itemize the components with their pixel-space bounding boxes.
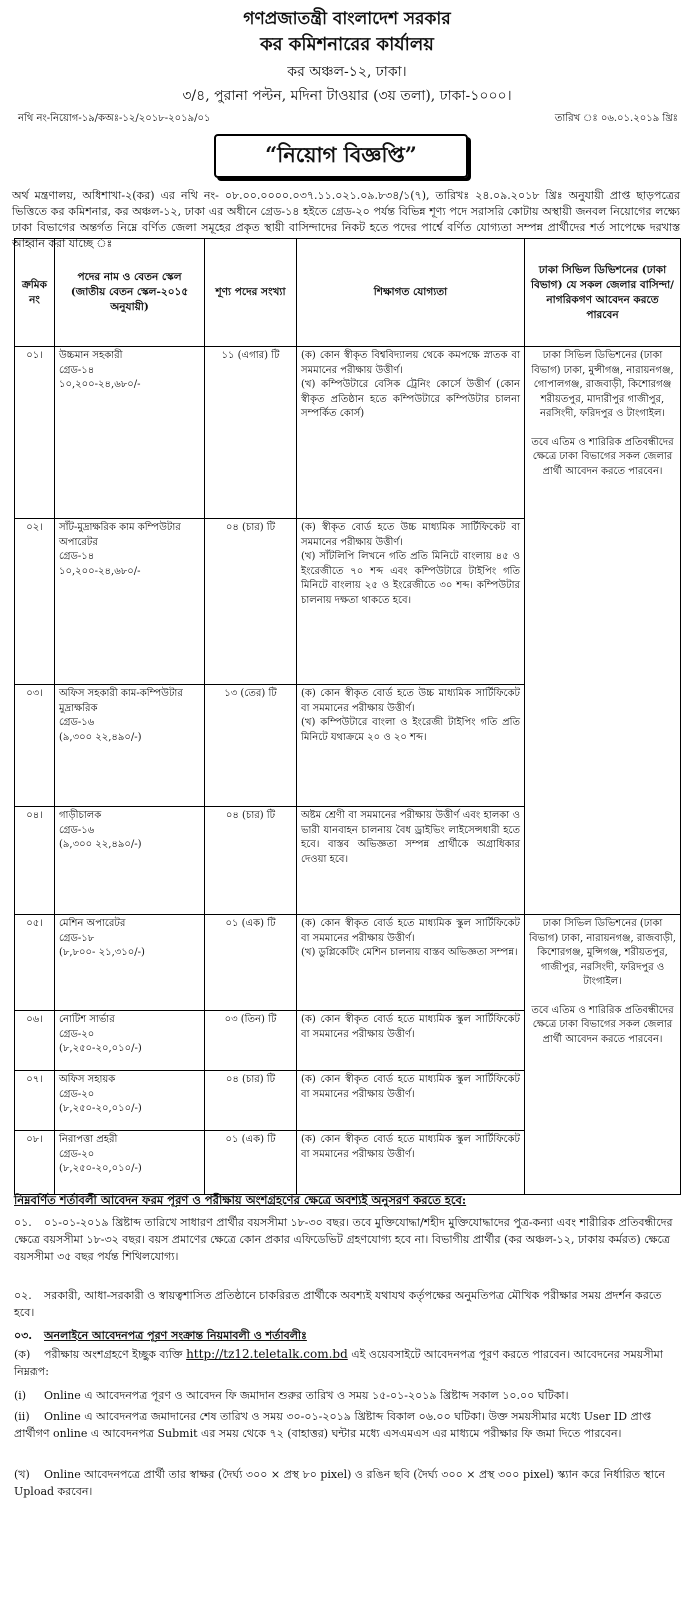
post-scale: ১০,২০০-২৪,৬৮০/- (59, 565, 141, 577)
row-post (55, 1131, 205, 1195)
post-post: অফিস সহায়ক (59, 1074, 116, 1085)
post-post: উচ্চমান সহকারী (59, 350, 123, 361)
condition-number: ০৩. (14, 1329, 33, 1342)
row-post (55, 519, 205, 685)
condition-3d (14, 1466, 680, 1500)
condition-number: (i) (14, 1389, 27, 1402)
row-serial: ০৮। (15, 1131, 55, 1195)
condition-text: পরীক্ষায় অংশগ্রহণে ইচ্ছুক ব্যক্তি (44, 1348, 183, 1361)
row-qualification: (ক) স্বীকৃত বোর্ড হতে উচ্চ মাধ্যমিক সার্টিফিকেট বা সমমানের পরীক্ষায় উত্তীর্ণ। (খ) সাঁটলিপি লিখনে গতি প্রতি মিনিটে বাংলায় ৪৫ ও ইংরেজীতে ৭০ শব্দ এবং কম্পিউটারে টাইপিং গতি মিনিটে বাংলায় ২৫ ও ইংরেজীতে ৩০ শব্দ। কম্পিউটার চালনায় দক্ষতা থাকতে হবে। (297, 519, 525, 685)
row-qualification: (ক) কোন স্বীকৃত বোর্ড হতে মাধ্যমিক স্কুল সার্টিফিকেট বা সমমানের পরীক্ষায় উত্তীর্ণ। (খ) ডুপ্লিকেটিং মেশিন চালনায় বাস্তব অভিজ্ঞতা সম্পন্ন। (297, 915, 525, 1011)
post-scale: (৯,৩০০ ২২,৪৯০/-) (59, 731, 142, 743)
post-scale: (৮,২৫০-২০,০১০/-) (59, 1103, 142, 1114)
table-row (15, 347, 681, 519)
post-grade: গ্রেড-১৮ (59, 932, 95, 944)
row-vacancy: ১১ (এগার) টি (205, 347, 297, 519)
row-qualification: (ক) কোন স্বীকৃত বোর্ড হতে মাধ্যমিক স্কুল সার্টিফিকেট বা সমমানের পরীক্ষায় উত্তীর্ণ। (297, 1011, 525, 1071)
condition-number: (ক) (14, 1348, 31, 1361)
condition-text: Online এ আবেদনপত্র জমাদানের শেষ তারিখ ও সময় ৩০-০১-২০১৯ খ্রিষ্টাব্দ বিকাল ০৬.০০ ঘটিকা। উক্ত সময়সীমার মধ্যে User ID প্রাপ্ত প্রার্থীগণ online এ আবেদনপত্র Submit এর সময় থেকে ৭২ (বাহাত্তর) ঘন্টার মধ্যে এসএমএস এর মাধ্যমে পরীক্ষার ফি জমা দিতে পারবেন। (14, 1410, 652, 1440)
header-serial: ক্রমিক নং (15, 239, 55, 347)
eligible-districts: ঢাকা সিভিল ডিভিশনের (ঢাকা বিভাগ) ঢাকা, মুন্সীগঞ্জ, নারায়নগঞ্জ, গোপালগঞ্জ, রাজবাড়ী, কিশোরগঞ্জ শরীয়তপুর, মাদারীপুর গাজীপুর, নরসিংদী, ফরিদপুর ও টাংগাইল। (531, 350, 674, 419)
post-grade: গ্রেড-২০ (59, 1088, 95, 1100)
condition-text: এই ওয়েবসাইটে আবেদনপত্র পূরণ করতে পারবেন। আবেদনের সময়সীমা নিম্নরূপ: (14, 1348, 663, 1378)
district-eligibility (525, 347, 681, 915)
post-grade: গ্রেড-২০ (59, 1148, 95, 1160)
row-qualification: (ক) কোন স্বীকৃত বোর্ড হতে মাধ্যমিক স্কুল সার্টিফিকেট বা সমমানের পরীক্ষায় উত্তীর্ণ। (297, 1071, 525, 1131)
condition-3b (14, 1387, 680, 1404)
header-post: পদের নাম ও বেতন স্কেল (জাতীয় বেতন স্কেল-২০১৫ অনুযায়ী) (55, 239, 205, 347)
post-post: সাঁট-মুদ্রাক্ষরিক কাম কম্পিউটার অপারেটর (59, 522, 181, 548)
row-serial: ০৫। (15, 915, 55, 1011)
row-qualification: (ক) কোন স্বীকৃত বোর্ড হতে উচ্চ মাধ্যমিক সার্টিফিকেট বা সমমানের পরীক্ষায় উত্তীর্ণ। (খ) কম্পিউটারে বাংলা ও ইংরেজী টাইপিং গতি প্রতি মিনিটে যথাক্রমে ২০ ও ২০ শব্দ। (297, 685, 525, 807)
office-name: কর কমিশনারের কার্যালয় (260, 34, 434, 55)
conditions-heading: নিম্নবর্ণিত শর্তাবলী আবেদন ফরম পূরণ ও পরীক্ষায় অংশগ্রহণের ক্ষেত্রে অবশ্যই অনুসরণ করতে হবে: (14, 1193, 467, 1207)
notice-date: তারিখ ঃ ০৬.০১.২০১৯ খ্রিঃ (554, 113, 678, 124)
post-post: নোটিশ সার্ভার (59, 1014, 115, 1025)
reference-line (18, 111, 678, 128)
orphan-disabled-note: তবে এতিম ও শারিরিক প্রতিবন্ধীদের ক্ষেত্রে ঢাকা বিভাগের সকল জেলার প্রার্থী আবেদন করতে পারবেন। (531, 436, 674, 477)
application-website-link[interactable]: http://tz12.teletalk.com.bd (186, 1347, 348, 1361)
post-grade: গ্রেড-১৪ (59, 364, 95, 376)
row-qualification: (ক) কোন স্বীকৃত বিশ্ববিদ্যালয় থেকে কমপক্ষে স্নাতক বা সমমানের পরীক্ষায় উত্তীর্ণ। (খ) কম্পিউটারে বেসিক ট্রেনিং কোর্সে উত্তীর্ণ (কোন স্বীকৃত প্রতিষ্ঠান হতে কম্পিউটারে কম্পিউটার চালনা সম্পর্কিত কোর্স) (297, 347, 525, 519)
condition-text: অনলাইনে আবেদনপত্র পূরণ সংক্রান্ত নিয়মাবলী ও শর্তাবলীঃ (44, 1329, 307, 1342)
row-vacancy: ০১ (এক) টি (205, 1131, 297, 1195)
row-serial: ০৬। (15, 1011, 55, 1071)
condition-text: সরকারী, আধা-সরকারী ও স্বায়ত্বশাসিত প্রতিষ্ঠানে চাকরিরত প্রার্থীকে অবশ্যই যথাযথ কর্তৃপক্ষের অনুমতিপত্র মৌখিক পরীক্ষার সময় প্রদর্শন করতে হবে। (14, 1289, 662, 1319)
condition-text: Online এ আবেদনপত্র পূরণ ও আবেদন ফি জমাদান শুরুর তারিখ ও সময় ১৫-০১-২০১৯ খ্রিষ্টাব্দ সকাল ১০.০০ ঘটিকা। (44, 1389, 569, 1402)
post-scale: (৮,২৫০-২০,০১০/-) (59, 1043, 142, 1054)
tax-zone: কর অঞ্চল-১২, ঢাকা। (287, 64, 407, 80)
condition-number: ০২. (14, 1289, 32, 1302)
post-post: অফিস সহকারী কাম-কম্পিউটার মুদ্রাক্ষরিক (59, 688, 183, 714)
row-vacancy: ০৪ (চার) টি (205, 807, 297, 915)
row-post (55, 347, 205, 519)
condition-3a (14, 1346, 680, 1380)
condition-text: Online আবেদনপত্রে প্রার্থী তার স্বাক্ষর (দৈর্ঘ্য ৩০০ × প্রস্থ ৮০ pixel) ও রঙিন ছবি (দৈর্ঘ্য ৩০০ × প্রস্থ ৩০০ pixel) স্ক্যান করে নির্ধারিত স্থানে Upload করবেন। (14, 1468, 665, 1498)
row-vacancy: ১৩ (তের) টি (205, 685, 297, 807)
post-grade: গ্রেড-১৬ (59, 717, 95, 728)
government-name: গণপ্রজাতন্ত্রী বাংলাদেশ সরকার (243, 9, 451, 29)
memo-number: নথি নং-নিয়োগ-১৯/কঅঃ-১২/২০১৮-২০১৯/০১ (18, 113, 211, 124)
row-serial: ০৪। (15, 807, 55, 915)
post-scale: ১০,২০০-২৪,৬৮০/- (59, 379, 141, 390)
vacancy-table (14, 238, 681, 1195)
post-scale: (৮,৮০০- ২১,৩১০/-) (59, 947, 145, 958)
row-serial: ০৩। (15, 685, 55, 807)
post-grade: গ্রেড-২০ (59, 1028, 95, 1040)
row-serial: ০১। (15, 347, 55, 519)
post-grade: গ্রেড-১৬ (59, 824, 95, 836)
post-grade: গ্রেড-১৪ (59, 551, 95, 562)
condition-number: (ii) (14, 1410, 30, 1423)
row-vacancy: ০৪ (চার) টি (205, 519, 297, 685)
intro-paragraph: অর্থ মন্ত্রণালয়, অধিশাখা-২(কর) এর নথি নং- ০৮.০০.০০০০.০৩৭.১১.০২১.০৯.৮৩৪/১(৭), তারিখঃ ২৪.০৯.২০১৮ খ্রিঃ অনুযায়ী প্রাপ্ত ছাড়পত্রের ভিত্তিতে কর কমিশনার, কর অঞ্চল-১২, ঢাকা এর অধীনে গ্রেড-১৪ হইতে গ্রেড-২০ পর্যন্ত বিভিন্ন শূণ্য পদে সরাসরি কোটায় অস্থায়ী জনবল নিয়োগের লক্ষ্যে ঢাকা বিভাগের অন্তর্গত নিম্নে বর্ণিত জেলা সমূহের প্রকৃত স্থায়ী বাসিন্দাদের নিকট হতে পদের পার্শ্বে বর্ণিত যোগ্যতা সম্পন্ন প্রার্থীদের শর্ত সাপেক্ষে দরখাস্ত আহ্বান করা যাচ্ছে ঃ (12, 189, 680, 250)
row-vacancy: ০১ (এক) টি (205, 915, 297, 1011)
table-row (15, 915, 681, 1011)
office-address: ৩/৪, পুরানা পল্টন, মদিনা টাওয়ার (৩য় তলা), ঢাকা-১০০০। (182, 88, 512, 104)
header-district: ঢাকা সিভিল ডিভিশনের (ঢাকা বিভাগ) যে সকল জেলার বাসিন্দা/নাগরিকগণ আবেদন করতে পারবেন (525, 239, 681, 347)
condition-number: (খ) (14, 1468, 30, 1481)
row-serial: ০৭। (15, 1071, 55, 1131)
notice-title: “নিয়োগ বিজ্ঞপ্তি” (214, 134, 468, 178)
condition-2 (14, 1287, 680, 1321)
row-post (55, 685, 205, 807)
row-post (55, 1071, 205, 1131)
header-qualification: শিক্ষাগত যোগ্যতা (297, 239, 525, 347)
post-post: গাড়ীচালক (59, 810, 102, 821)
row-qualification: (ক) কোন স্বীকৃত বোর্ড হতে মাধ্যমিক স্কুল সার্টিফিকেট বা সমমানের পরীক্ষায় উত্তীর্ণ। (297, 1131, 525, 1195)
post-post: নিরাপত্তা প্রহরী (59, 1134, 118, 1145)
row-vacancy: ০৩ (তিন) টি (205, 1011, 297, 1071)
header-vacancy: শূণ্য পদের সংখ্যা (205, 239, 297, 347)
condition-1 (14, 1214, 680, 1265)
orphan-disabled-note: তবে এতিম ও শারিরিক প্রতিবন্ধীদের ক্ষেত্রে ঢাকা বিভাগের সকল জেলার প্রার্থী আবেদন করতে পারবেন। (531, 1004, 674, 1045)
post-scale: (৯,৩০০ ২২,৪৯০/-) (59, 839, 142, 850)
post-scale: (৮,২৫০-২০,০১০/-) (59, 1163, 142, 1174)
row-qualification: অষ্টম শ্রেণী বা সমমানের পরীক্ষায় উত্তীর্ণ এবং হালকা ও ভারী যানবাহন চালনায় বৈধ ড্রাইভিং লাইসেন্সধারী হতে হবে। বাস্তব অভিজ্ঞতা সম্পন্ন প্রার্থীকে অগ্রাধিকার দেওয়া হবে। (297, 807, 525, 915)
condition-number: ০১. (14, 1216, 32, 1229)
condition-text: ০১-০১-২০১৯ খ্রিষ্টাব্দ তারিখে সাধারণ প্রার্থীর বয়সসীমা ১৮-৩০ বছর। তবে মুক্তিযোদ্ধা/শহীদ মুক্তিযোদ্ধাদের পুত্র-কন্যা এবং শারীরিক প্রতিবন্ধীদের ক্ষেত্রে বয়সসীমা ১৮-৩২ বছর। বয়স প্রমাণের ক্ষেত্রে কোন প্রকার এফিডেভিট গ্রহণযোগ্য হবে না। বিভাগীয় প্রার্থীর (কর অঞ্চল-১২, ঢাকায় কর্মরত) ক্ষেত্রে বয়সসীমা ৩৫ বছর পর্যন্ত শিথিলযোগ্য। (14, 1216, 673, 1263)
post-post: মেশিন অপারেটর (59, 918, 126, 929)
row-post (55, 807, 205, 915)
condition-3 (14, 1327, 680, 1344)
row-vacancy: ০৪ (চার) টি (205, 1071, 297, 1131)
row-post (55, 1011, 205, 1071)
row-post (55, 915, 205, 1011)
district-eligibility (525, 915, 681, 1195)
eligible-districts: ঢাকা সিভিল ডিভিশনের (ঢাকা বিভাগ) ঢাকা, নারায়নগঞ্জ, রাজবাড়ী, কিশোরগঞ্জ, মুন্সিগঞ্জ, শরীয়তপুর, গাজীপুর, নরসিংদী, ফরিদপুর ও টাংগাইল। (529, 918, 676, 987)
condition-3c (14, 1408, 680, 1442)
row-serial: ০২। (15, 519, 55, 685)
